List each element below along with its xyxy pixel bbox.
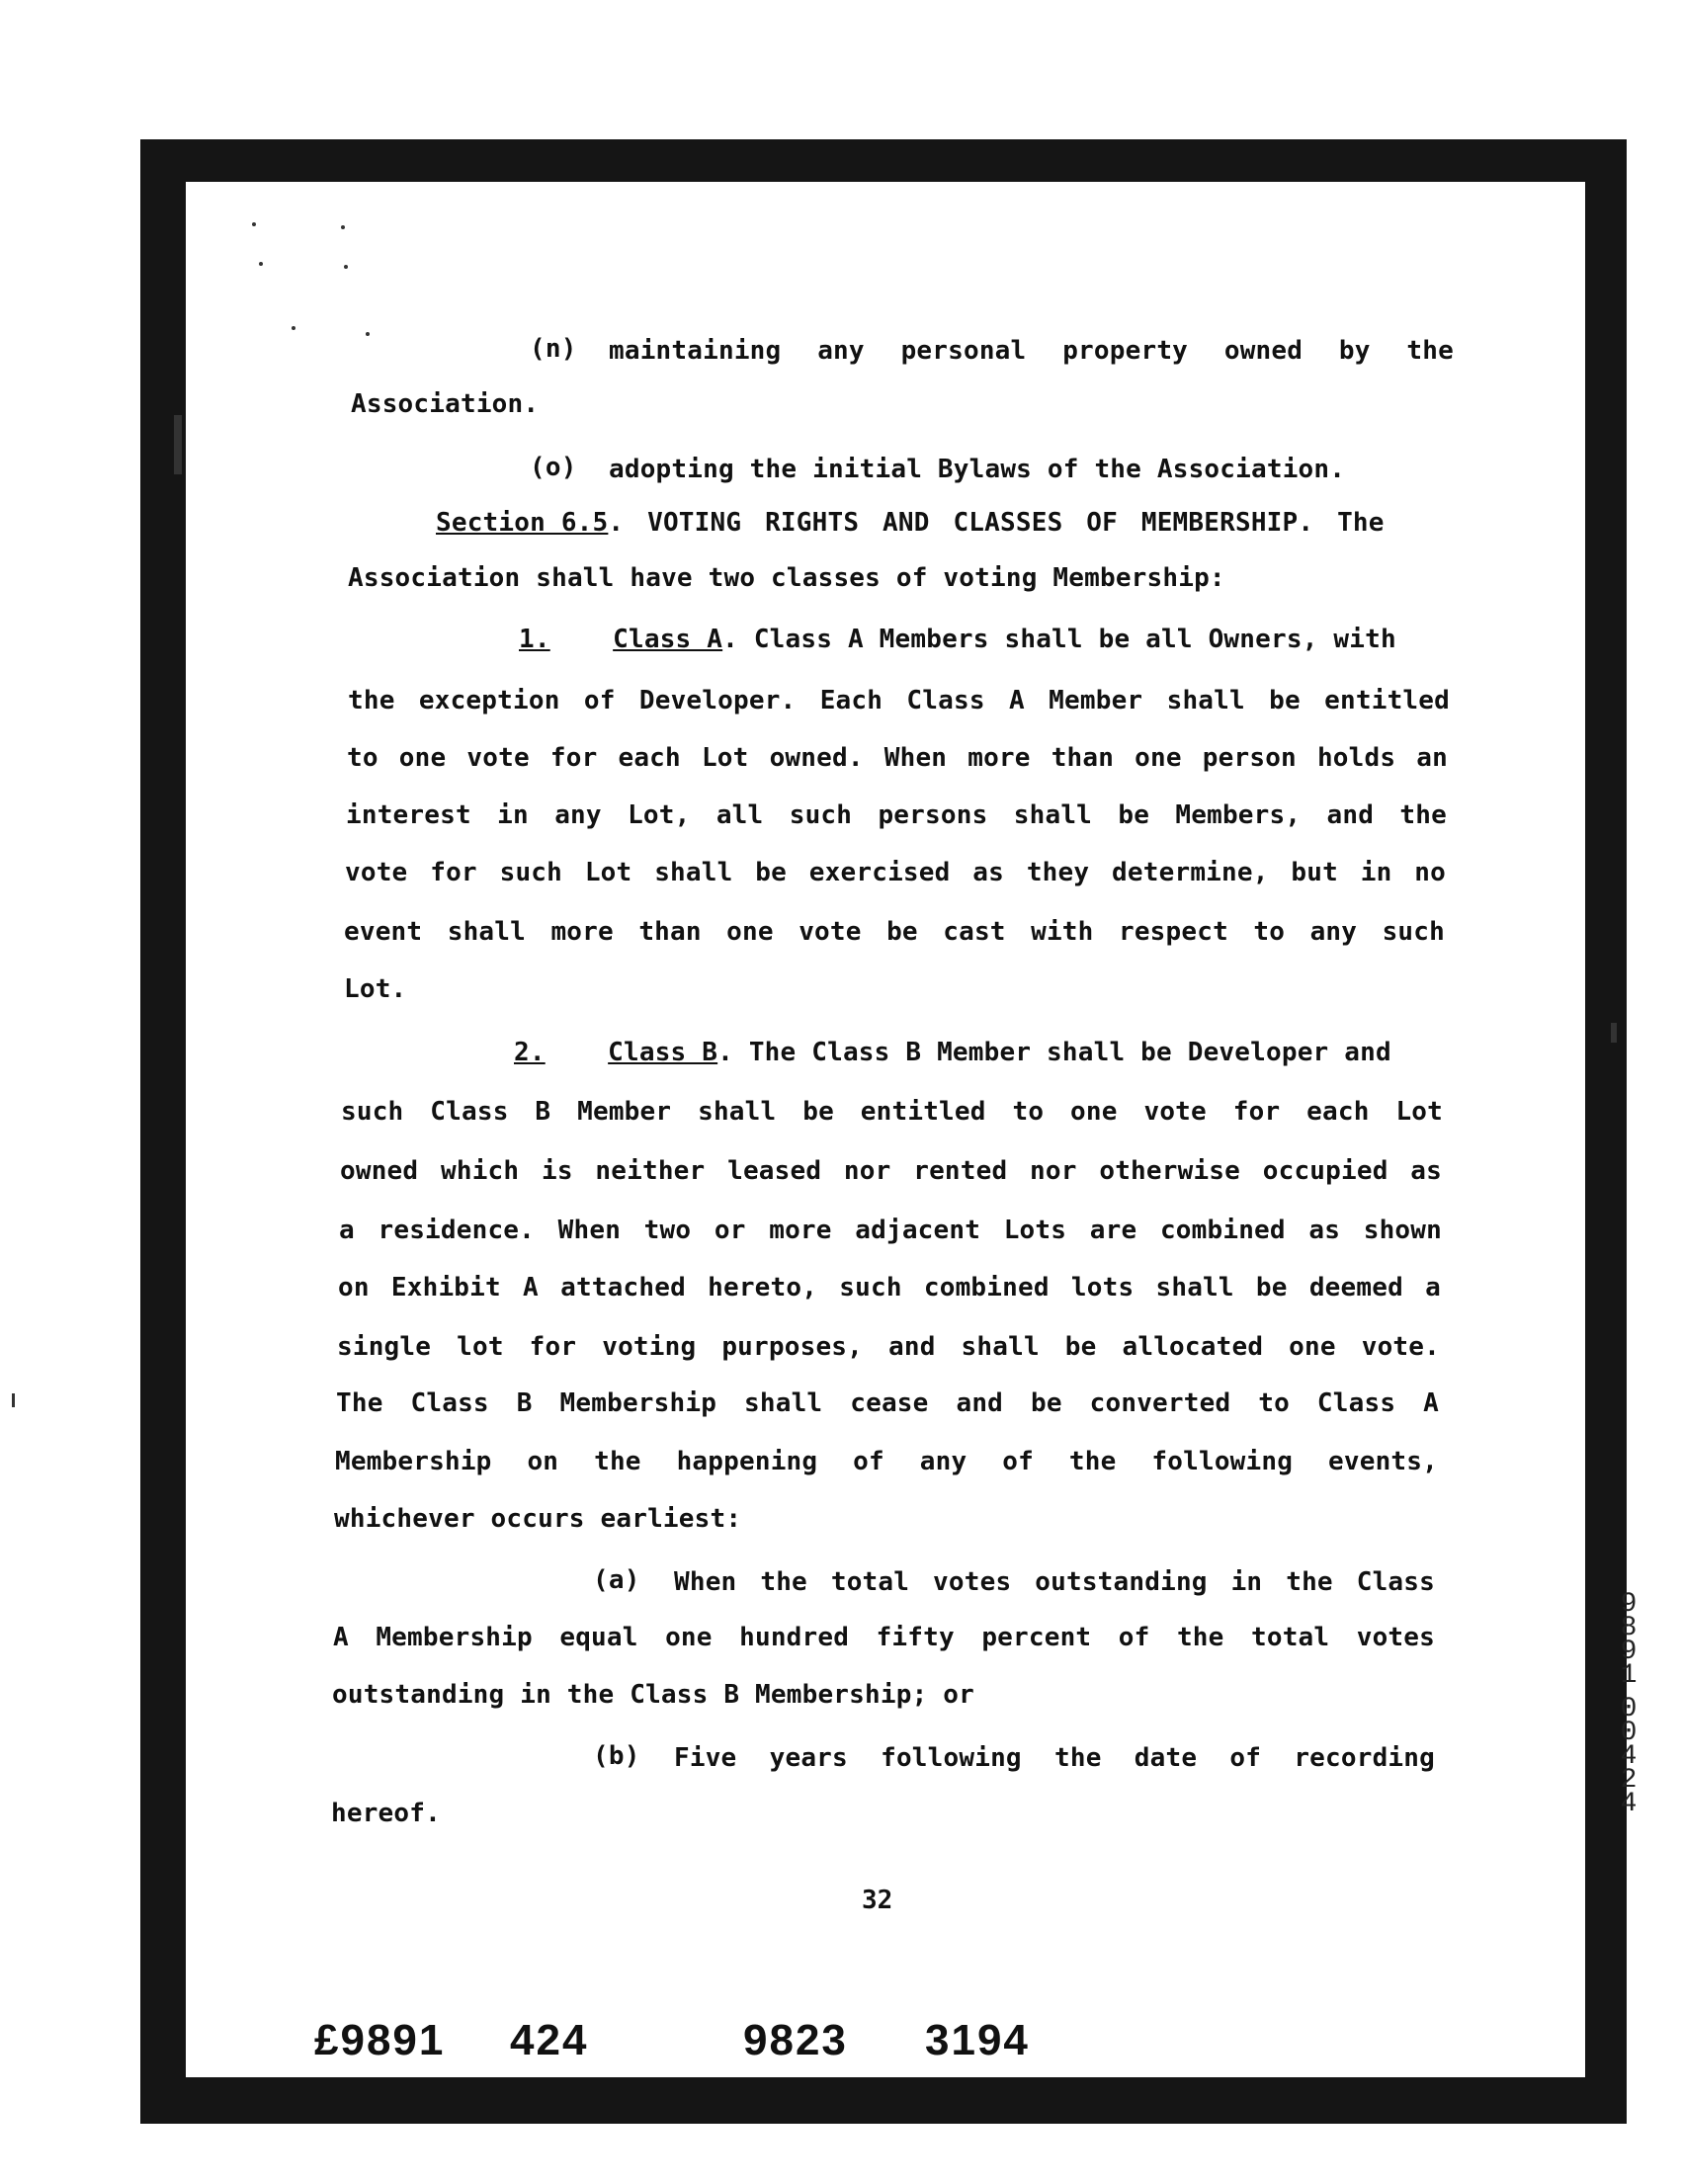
scan-speck [252,222,256,226]
side-id-char: 4 [1620,1789,1638,1819]
scan-speck [341,225,345,229]
class-a-text: . Class A Members shall be all Owners, with [722,625,1396,654]
class-a-line-2: the exception of Developer. Each Class A Member shall be entitled [348,686,1450,715]
scan-speck [344,265,348,269]
class-a-number: 1. [519,625,550,654]
class-b-heading [514,1036,1445,1069]
clause-o-label: (o) [530,453,577,482]
class-a-line-3: to one vote for each Lot owned. When more than one person holds an [347,743,1448,773]
page-number: 32 [862,1886,893,1915]
event-b-line-1: Five years following the date of recording [674,1743,1435,1773]
class-b-number: 2. [514,1038,546,1067]
section-heading [436,506,1454,540]
section-intro: Association shall have two classes of voting Membership: [348,563,1225,593]
class-b-line-9: whichever occurs earliest: [334,1504,742,1534]
scan-speck [292,326,295,330]
side-id-char: 8 [1620,1613,1638,1643]
scan-speck [259,262,263,266]
side-id-char: 2 [1620,1765,1638,1796]
class-a-title: Class A [613,625,723,654]
event-a-label: (a) [593,1565,640,1595]
event-a-line-2: A Membership equal one hundred fifty percent of the total votes [333,1623,1435,1652]
class-a-line-5: vote for such Lot shall be exercised as they determine, but in no [345,858,1446,887]
event-a-line-3: outstanding in the Class B Membership; or [332,1680,974,1710]
scan-edge-mark [1611,1023,1617,1043]
class-b-line-6: single lot for voting purposes, and shall be allocated one vote. [337,1332,1440,1362]
recording-stamp-page: 424 [510,2016,589,2064]
class-b-line-2: such Class B Member shall be entitled to one vote for each Lot [341,1097,1443,1127]
side-id-char: 4 [1620,1741,1638,1772]
scan-edge-mark [174,415,182,474]
class-b-text: . The Class B Member shall be Developer and [717,1038,1391,1067]
class-b-line-3: owned which is neither leased nor rented nor otherwise occupied as [340,1156,1442,1186]
side-id-char: 9 [1620,1637,1638,1667]
recording-stamp-doc: 9823 [743,2016,848,2064]
clause-n-text: maintaining any personal property owned by the [609,336,1454,366]
class-a-heading [519,623,1450,656]
class-b-title: Class B [608,1038,718,1067]
clause-o-text: adopting the initial Bylaws of the Association. [609,455,1346,484]
section-reference: Section 6.5 [436,508,609,538]
class-b-line-8: Membership on the happening of any of the following events, [335,1447,1438,1476]
side-id-char: 0 [1620,1718,1638,1748]
class-a-line-7: Lot. [344,974,407,1004]
clause-n-continuation: Association. [351,389,540,419]
class-b-line-4: a residence. When two or more adjacent Lots are combined as shown [339,1216,1442,1245]
class-b-line-5: on Exhibit A attached hereto, such combined lots shall be deemed a [338,1273,1441,1302]
section-title: . VOTING RIGHTS AND CLASSES OF MEMBERSHIP. The [608,508,1385,538]
side-id-char: 0 [1620,1694,1638,1724]
clause-n-label: (n) [530,334,577,364]
scan-speck [366,332,370,336]
event-a-line-1: When the total votes outstanding in the Class [674,1567,1435,1597]
class-a-line-6: event shall more than one vote be cast with respect to any such [344,917,1445,947]
class-a-line-4: interest in any Lot, all such persons shall be Members, and the [346,800,1447,830]
event-b-line-2: hereof. [331,1799,441,1828]
recording-stamp-book: £9891 [314,2016,446,2064]
side-id-char: 9 [1620,1589,1638,1620]
side-id-char: 1 [1620,1660,1638,1691]
scan-edge-mark [12,1393,15,1407]
recording-stamp-seq: 3194 [925,2016,1030,2064]
side-document-id [1611,1589,1646,1819]
event-b-label: (b) [593,1741,640,1771]
class-b-line-7: The Class B Membership shall cease and be converted to Class A [336,1388,1439,1418]
